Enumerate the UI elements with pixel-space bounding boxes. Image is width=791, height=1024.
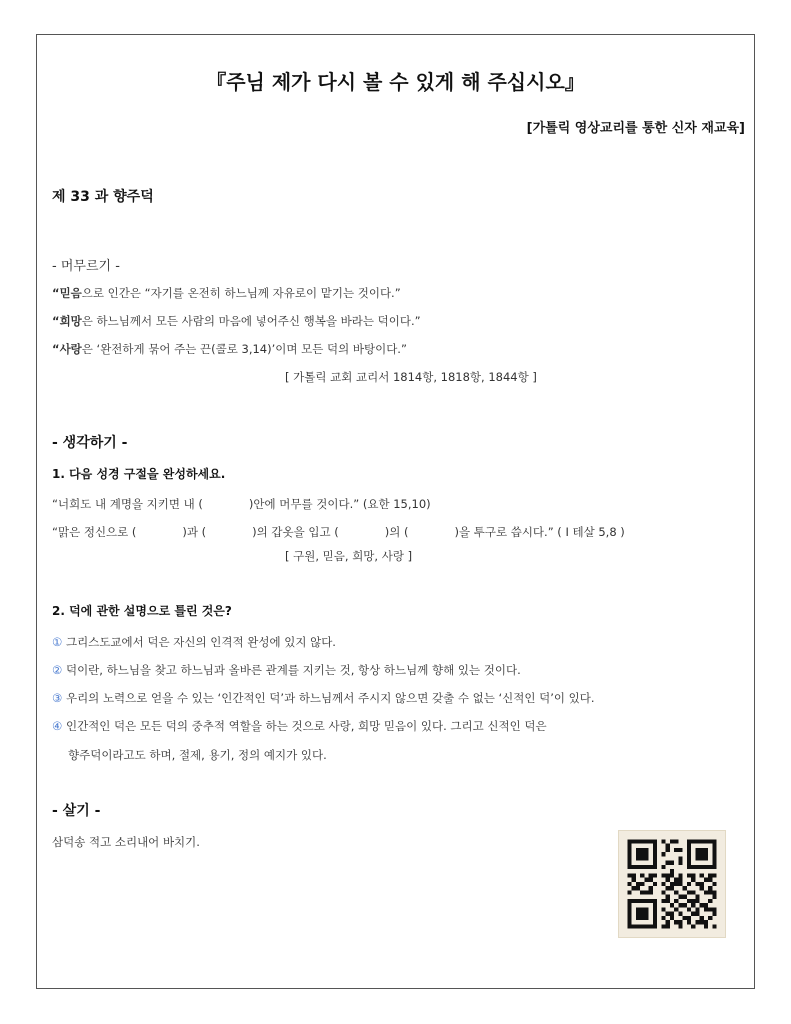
- lesson-heading: 제 33 과 향주덕: [52, 189, 154, 205]
- document-subtitle: [가톨릭 영상교리를 통한 신자 재교육]: [526, 121, 745, 136]
- meditate-line-hope: “희망은 하느님께서 모든 사람의 마음에 넣어주신 행복을 바라는 덕이다.”: [52, 314, 421, 328]
- catechism-citation: [ 가톨릭 교회 교리서 1814항, 1818항, 1844항 ]: [285, 370, 537, 384]
- option-1: ① 그리스도교에서 덕은 자신의 인격적 완성에 있지 않다.: [52, 635, 336, 649]
- option-4: ④ 인간적인 덕은 모든 덕의 중추적 역할을 하는 것으로 사랑, 희망 믿음이 있다. 그리고 신적인 덕은: [52, 719, 547, 733]
- document-title: 『주님 제가 다시 볼 수 있게 해 주십시오』: [206, 70, 585, 94]
- question-2: 2. 덕에 관한 설명으로 틀린 것은?: [52, 604, 232, 618]
- question-1-verse-2: “맑은 정신으로 ( )과 ( )의 갑옷을 입고 ( )의 ( )을 투구로 씁시다.” ( I 테살 5,8 ): [52, 525, 625, 539]
- think-heading: - 생각하기 -: [52, 435, 128, 451]
- option-4-continued: 향주덕이라고도 하며, 절제, 용기, 정의 예지가 있다.: [68, 748, 327, 762]
- qr-code[interactable]: [618, 830, 726, 938]
- meditate-line-love: “사랑은 ‘완전하게 묶어 주는 끈(콜로 3,14)’이며 모든 덕의 바탕이다.”: [52, 342, 407, 356]
- option-2: ② 덕이란, 하느님을 찾고 하느님과 올바른 관계를 지키는 것, 항상 하느님께 향해 있는 것이다.: [52, 663, 521, 677]
- question-1-hint: [ 구원, 믿음, 희망, 사랑 ]: [285, 549, 413, 563]
- question-1: 1. 다음 성경 구절을 완성하세요.: [52, 467, 226, 481]
- option-3: ③ 우리의 노력으로 얻을 수 있는 ‘인간적인 덕’과 하느님께서 주시지 않으면 갖출 수 없는 ‘신적인 덕’이 있다.: [52, 691, 595, 705]
- live-heading: - 살기 -: [52, 803, 101, 819]
- meditate-line-faith: “믿음으로 인간은 “자기를 온전히 하느님께 자유로이 맡기는 것이다.”: [52, 286, 401, 300]
- question-1-verse-1: “너희도 내 계명을 지키면 내 ( )안에 머무를 것이다.” (요한 15,10): [52, 497, 431, 511]
- live-text: 삼덕송 적고 소리내어 바치기.: [52, 835, 200, 849]
- meditate-heading: - 머무르기 -: [52, 259, 120, 274]
